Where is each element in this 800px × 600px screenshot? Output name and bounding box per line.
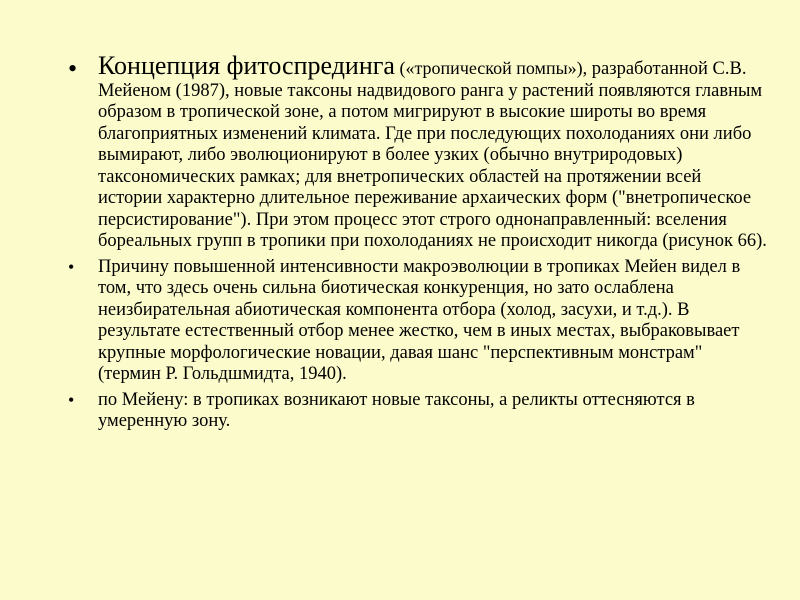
macroevolution-cause-text: Причину повышенной интенсивности макроэволюции в тропиках Мейен видел в том, что здесь очень сильна биотическая конкуренция, но зато ослаблена неизбирательная абиотическая компонента отбора (холод, засухи, и т.д.). В результате естественный отбор менее жестко, чем в иных местах, выбраковывает крупные морфологические новации, давая шанс "перспективным монстрам" (термин Р. Гольдшмидта, 1940). [98,256,741,384]
bullet-marker: • [68,54,78,83]
concept-title: Концепция фитоспрединга [98,51,395,80]
bullet-list [68,52,768,437]
bullet-marker: • [68,256,75,277]
concept-description: разработанной С.В. Мейеном (1987), новые таксоны надвидового ранга у растений появляются главным образом в тропической зоне, а потом мигрируют в высокие широты во время благоприятных изменений климата. Где при последующих похолоданиях они либо вымирают, либо эволюционируют в более узких (обычно внутриродовых) таксономических рамках; для внетропических областей на протяжении всей истории характерно длительное переживание архаических форм ("внетропическое персистирование"). При этом процесс этот строго однонаправленный: вселения бореальных групп в тропики при похолоданиях не происходит никогда (рисунок 66). [98,59,767,251]
bullet-phytospreading-concept [68,52,768,253]
bullet-meyen-summary [68,390,768,433]
concept-subtitle: («тропической помпы»), [394,58,588,78]
bullet-macroevolution-cause [68,257,768,386]
bullet-marker: • [68,389,75,410]
meyen-summary-text: по Мейену: в тропиках возникают новые таксоны, а реликты оттесняются в умеренную зону. [98,389,695,431]
